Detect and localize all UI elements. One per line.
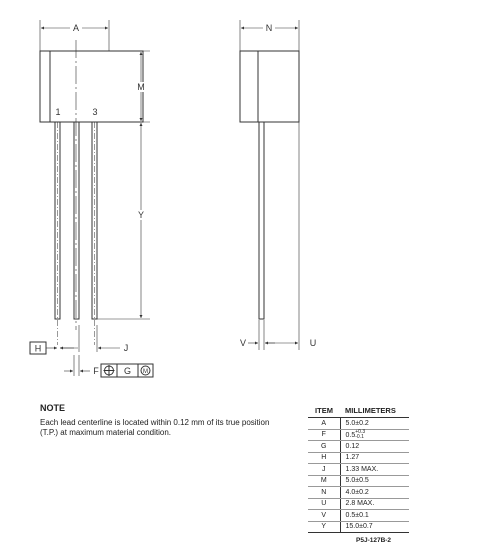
label-f: F — [93, 366, 99, 376]
row-value: 1.33 MAX. — [340, 464, 409, 476]
label-h: H — [34, 343, 42, 354]
label-g: G — [123, 366, 132, 376]
table-row — [308, 429, 409, 441]
side-lead — [259, 122, 264, 319]
table-header-millimeters: MILLIMETERS — [340, 406, 409, 418]
label-m-circle: M — [143, 369, 148, 375]
table-row — [308, 521, 409, 533]
table-row — [308, 510, 409, 522]
row-item: G — [308, 441, 340, 453]
table-row — [308, 487, 409, 499]
table-row — [308, 475, 409, 487]
row-item: N — [308, 487, 340, 499]
label-a: A — [72, 23, 80, 33]
row-item: A — [308, 418, 340, 430]
label-m: M — [137, 82, 145, 92]
row-value: 1.27 — [340, 452, 409, 464]
row-value: 0.12 — [340, 441, 409, 453]
row-value: 0.5±0.1 — [340, 510, 409, 522]
label-n: N — [265, 23, 273, 33]
row-value: 5.0±0.5 — [340, 475, 409, 487]
row-item: Y — [308, 521, 340, 533]
row-value — [340, 429, 409, 441]
row-value-nominal: 0.5 — [345, 431, 356, 439]
label-pin-3: 3 — [92, 107, 98, 117]
label-v: V — [239, 338, 247, 348]
row-item: U — [308, 498, 340, 510]
label-y: Y — [137, 210, 145, 220]
row-value: 15.0±0.7 — [340, 521, 409, 533]
row-value: 2.8 MAX. — [340, 498, 409, 510]
table-row — [308, 418, 409, 430]
row-value: 5.0±0.2 — [340, 418, 409, 430]
table-row — [308, 452, 409, 464]
drawing-code: P5J-127B-2 — [356, 537, 392, 544]
row-item: V — [308, 510, 340, 522]
row-item: F — [308, 429, 340, 441]
label-j: J — [123, 343, 129, 353]
row-value: 4.0±0.2 — [340, 487, 409, 499]
row-item: M — [308, 475, 340, 487]
note-title: NOTE — [40, 403, 66, 413]
row-item: H — [308, 452, 340, 464]
table-header-item: ITEM — [308, 406, 340, 418]
note-text: Each lead centerline is located within 0.12 mm of its true position (T.P.) at maximum material condition. — [40, 418, 270, 437]
label-pin-1: 1 — [55, 107, 61, 117]
table-row — [308, 464, 409, 476]
row-item: J — [308, 464, 340, 476]
row-value-tol-plus: +0.3 — [355, 428, 366, 435]
lead-2 — [74, 122, 79, 319]
side-body — [240, 51, 299, 122]
row-value-tol-minus: -0.1 — [355, 433, 364, 440]
table-row — [308, 498, 409, 510]
label-u: U — [309, 338, 317, 348]
table-row — [308, 441, 409, 453]
dimension-table — [308, 406, 409, 533]
